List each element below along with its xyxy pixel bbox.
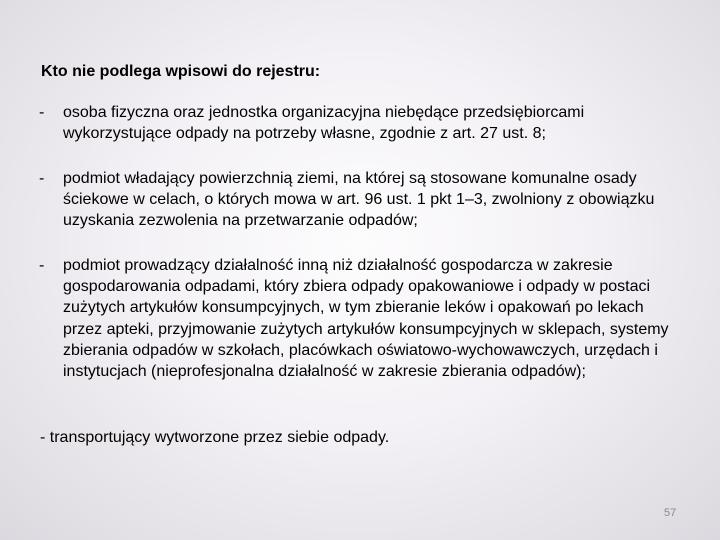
bullet-text: podmiot władający powierzchnią ziemi, na której są stosowane komunalne osady ściekowe w celach, o których mowa w art. 96 ust. 1 pkt 1–3, zwolniony z obowiązku uzyskania zezwolenia na przetwarzanie odpadów; — [63, 170, 655, 230]
bullet-marker: - — [39, 104, 45, 121]
bullet-text: osoba fizyczna oraz jednostka organizacyjna niebędące przedsiębiorcami wykorzystujące odpady na potrzeby własne, zgodnie z art. 27 ust. 8; — [63, 104, 585, 143]
final-item: - transportujący wytworzone przez siebie odpady. — [40, 429, 390, 446]
bullet-text: podmiot prowadzący działalność inną niż działalność gospodarcza w zakresie gospodarowania odpadami, który zbiera odpady opakowaniowe i odpady w postaci zużytych artykułów konsumpcyjnych, w tym zbieranie leków i opakowań po lekach przez apteki, przyjmowanie zużytych artykułów konsumpcyjnych w sklepach, systemy zbierania odpadów w szkołach, placówkach oświatowo-wychowawczych, urzędach i instytucjach (nieprofesjonalna działalność w zakresie zbierania odpadów); — [63, 257, 669, 381]
bullet-item — [39, 102, 679, 144]
bullet-marker: - — [39, 170, 45, 187]
bullet-item — [39, 168, 679, 232]
slide-heading: Kto nie podlega wpisowi do rejestru: — [41, 63, 321, 80]
bullet-marker: - — [39, 257, 45, 274]
bullet-item — [39, 255, 679, 382]
page-number: 57 — [664, 507, 677, 519]
